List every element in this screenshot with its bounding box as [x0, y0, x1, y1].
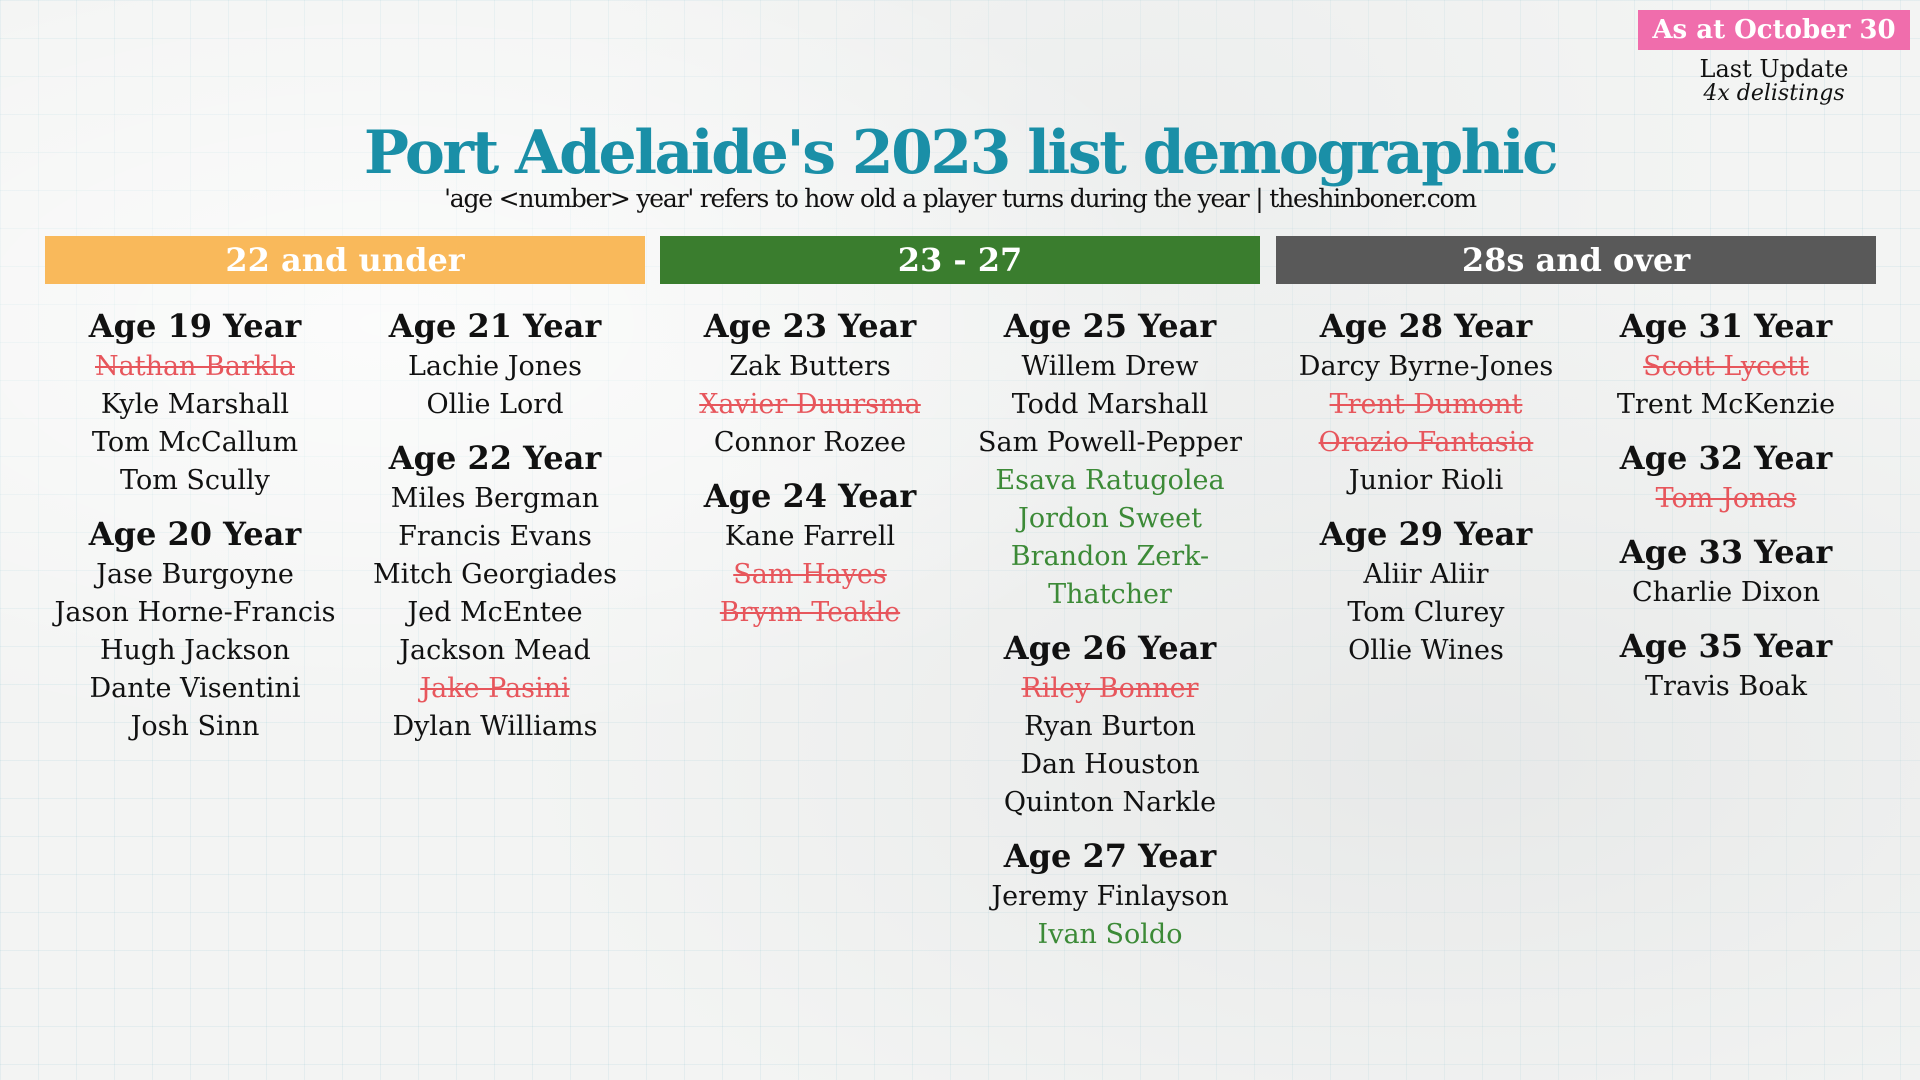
age-block: [55, 512, 336, 746]
player-name: Jeremy Finlayson: [991, 881, 1229, 912]
age-heading: Age 33 Year: [1619, 533, 1833, 571]
age-block: [373, 436, 617, 746]
age-heading: Age 26 Year: [1003, 629, 1217, 667]
age-block: [1320, 512, 1532, 670]
player-name: Connor Rozee: [713, 427, 907, 458]
age-heading: Age 20 Year: [88, 515, 302, 553]
update-box: [1638, 10, 1910, 106]
player-name-rookie: Thatcher: [1048, 579, 1172, 610]
age-heading: Age 35 Year: [1619, 627, 1833, 665]
age-heading: Age 21 Year: [388, 307, 602, 345]
age-column: [660, 304, 960, 644]
age-block: [991, 834, 1228, 954]
player-name: Dante Visentini: [89, 673, 301, 704]
age-block: [1004, 626, 1216, 822]
player-name-delisted: Sam Hayes: [733, 559, 887, 590]
player-name: Ollie Lord: [426, 389, 564, 420]
player-name: Tom Scully: [120, 465, 270, 496]
player-name: Jed McEntee: [407, 597, 583, 628]
player-name: Miles Bergman: [390, 483, 600, 514]
age-heading: Age 19 Year: [88, 307, 302, 345]
last-update-label: Last Update: [1699, 55, 1849, 83]
player-name: Mitch Georgiades: [372, 559, 618, 590]
group-header-23-27: 23 - 27: [660, 236, 1260, 284]
player-name: Josh Sinn: [130, 711, 260, 742]
age-heading: Age 22 Year: [388, 439, 602, 477]
player-name: Dylan Williams: [392, 711, 598, 742]
age-heading: Age 24 Year: [703, 477, 917, 515]
player-name: Zak Butters: [729, 351, 891, 382]
group-header-28s-and-over: 28s and over: [1276, 236, 1876, 284]
player-name: Hugh Jackson: [99, 635, 291, 666]
player-name: Charlie Dixon: [1631, 577, 1821, 608]
player-name: Dan Houston: [1020, 749, 1200, 780]
player-name-delisted: Riley Bonner: [1021, 673, 1199, 704]
player-name: Sam Powell-Pepper: [978, 427, 1242, 458]
page-title: Port Adelaide's 2023 list demographic: [363, 118, 1557, 188]
age-column: [960, 304, 1260, 966]
age-heading: Age 27 Year: [1003, 837, 1217, 875]
group-header-22-and-under: 22 and under: [45, 236, 645, 284]
age-heading: Age 31 Year: [1619, 307, 1833, 345]
player-name: Kane Farrell: [724, 521, 896, 552]
player-name: Trent McKenzie: [1616, 389, 1836, 420]
player-name-rookie: Brandon Zerk-: [1010, 541, 1210, 572]
age-block: [1620, 624, 1832, 706]
age-block: [699, 304, 921, 462]
age-block: [389, 304, 601, 424]
player-name-delisted: Jake Pasini: [420, 673, 570, 704]
age-column: [1576, 304, 1876, 718]
age-column: [45, 304, 345, 758]
player-name: Willem Drew: [1021, 351, 1199, 382]
player-name-rookie: Ivan Soldo: [1037, 919, 1183, 950]
player-name: Kyle Marshall: [100, 389, 290, 420]
age-block: [704, 474, 916, 632]
player-name: Jase Burgoyne: [96, 559, 294, 590]
age-heading: Age 25 Year: [1003, 307, 1217, 345]
age-block: [1299, 304, 1553, 500]
player-name: Tom McCallum: [91, 427, 299, 458]
player-name: Travis Boak: [1645, 671, 1807, 702]
age-column: [345, 304, 645, 758]
age-heading: Age 28 Year: [1319, 307, 1533, 345]
age-block: [978, 304, 1242, 614]
age-heading: Age 32 Year: [1619, 439, 1833, 477]
player-name: Francis Evans: [398, 521, 592, 552]
player-name-delisted: Orazio Fantasia: [1318, 427, 1534, 458]
player-name: Tom Clurey: [1347, 597, 1505, 628]
age-block: [1617, 304, 1835, 424]
delistings-note: 4x delistings: [1703, 81, 1845, 106]
age-block: [1620, 436, 1832, 518]
player-name-rookie: Jordon Sweet: [1018, 503, 1202, 534]
player-name-delisted: Scott Lycett: [1643, 351, 1809, 382]
player-name-delisted: Xavier Duursma: [699, 389, 921, 420]
player-name: Junior Rioli: [1348, 465, 1504, 496]
player-name: Ryan Burton: [1024, 711, 1196, 742]
player-name: Lachie Jones: [407, 351, 583, 382]
player-name: Todd Marshall: [1011, 389, 1209, 420]
player-name: Ollie Wines: [1348, 635, 1504, 666]
player-name-delisted: Brynn Teakle: [719, 597, 901, 628]
age-block: [1620, 530, 1832, 612]
age-heading: Age 29 Year: [1319, 515, 1533, 553]
age-heading: Age 23 Year: [703, 307, 917, 345]
player-name-rookie: Esava Ratugolea: [995, 465, 1225, 496]
age-column: [1276, 304, 1576, 682]
player-name: Aliir Aliir: [1363, 559, 1489, 590]
as-at-badge: As at October 30: [1638, 10, 1910, 50]
age-block: [89, 304, 301, 500]
player-name: Quinton Narkle: [1003, 787, 1217, 818]
player-name-delisted: Nathan Barkla: [95, 351, 295, 382]
page-subtitle: 'age <number> year' refers to how old a player turns during the year | theshinboner.com: [444, 184, 1476, 213]
player-name-delisted: Trent Dumont: [1329, 389, 1523, 420]
player-name: Darcy Byrne-Jones: [1298, 351, 1554, 382]
player-name: Jackson Mead: [399, 635, 591, 666]
player-name: Jason Horne-Francis: [54, 597, 336, 628]
player-name-delisted: Tom Jonas: [1655, 483, 1797, 514]
